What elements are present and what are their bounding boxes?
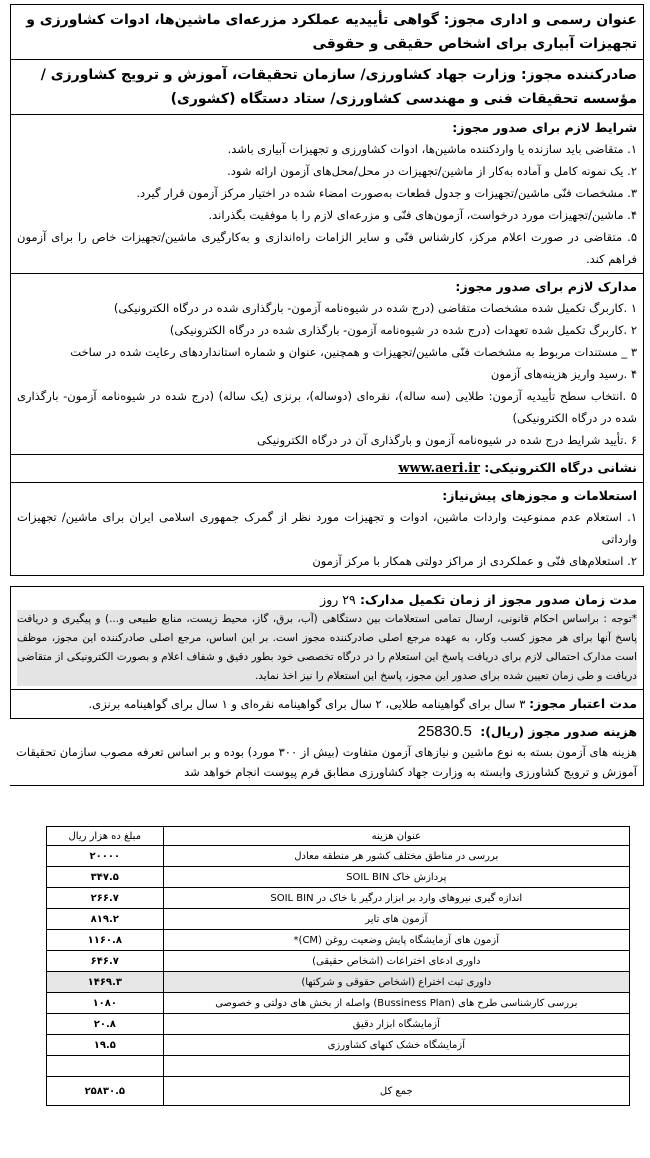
- title-section: [10, 4, 644, 59]
- cost-row: [47, 867, 630, 888]
- cost-header-name: عنوان هزینه: [163, 827, 629, 846]
- cost-row-amount: ۱۰۸۰: [47, 993, 164, 1014]
- validity-section: [10, 689, 644, 718]
- condition-item: ۳. مشخصات فنّی ماشین/تجهیزات و جدول قطعات به‌صورت امضاء شده در اختیار مرکز آزمون قرار گیرد.: [136, 186, 637, 200]
- cost-row-amount: ۲۰۰۰۰: [47, 846, 164, 867]
- cost-row-amount: ۳۴۷.۵: [47, 867, 164, 888]
- document-item: ۴ .رسید واریز هزینه‌های آزمون: [490, 367, 637, 381]
- condition-item: ۵. متقاضی در صورت اعلام مرکز، کارشناس فنّی و سایر الزامات راه‌اندازی و به‌کارگیری ماشین/تجهیزات خاص را برای آزمون فراهم کند.: [17, 230, 637, 266]
- cost-row-amount: ۲۶۶.۷: [47, 888, 164, 909]
- document-item: ۶ .تأیید شرایط درج شده در شیوه‌نامه آزمون و بارگذاری آن در درگاه الکترونیکی: [256, 433, 637, 447]
- cost-row-name: داوری ثبت اختراع (اشخاص حقوقی و شرکتها): [163, 972, 629, 993]
- inquiries-heading: استعلامات و مجوزهای پیش‌نیاز:: [442, 488, 637, 503]
- inquiries-section: [10, 482, 644, 576]
- validity-label: مدت اعتبار مجوز:: [529, 696, 637, 711]
- cost-row-name: اندازه گیری نیروهای وارد بر ابزار درگیر با خاک در SOIL BIN: [163, 888, 629, 909]
- portal-link[interactable]: www.aeri.ir: [398, 461, 480, 476]
- cost-table-header: [47, 827, 630, 846]
- duration-label: مدت زمان صدور مجوز از زمان تکمیل مدارک:: [360, 592, 637, 607]
- cost-row-amount: ۸۱۹.۲: [47, 909, 164, 930]
- fee-text: هزینه های آزمون بسته به نوع ماشین و نیازهای آزمون متفاوت (بیش از ۳۰۰ مورد) بوده و بر اساس تعرفه مصوب سازمان تحقیقات آموزش و ترویج کشاورزی وابسته به وزارت جهاد کشاورزی مطابق فرم پیوست انجام خواهد شد: [16, 745, 637, 779]
- cost-row-name: آزمایشگاه خشک کنهای کشاورزی: [163, 1035, 629, 1056]
- document-item: ۳ _ مستندات مربوط به مشخصات فنّی ماشین/تجهیزات و همچنین، عنوان و شماره استانداردهای رعایت شده در ساخت: [70, 345, 637, 359]
- fee-value: 25830.5: [417, 723, 472, 740]
- cost-row: [47, 888, 630, 909]
- cost-row: [47, 972, 630, 993]
- conditions-heading: شرایط لازم برای صدور مجوز:: [452, 120, 637, 135]
- cost-row: [47, 1014, 630, 1035]
- title-text: گواهی تأییدیه عملکرد مزرعه‌ای ماشین‌ها، ادوات کشاورزی و تجهیزات آبیاری برای اشخاص حقیقی و حقوقی: [26, 12, 637, 52]
- document-item: ۲ .کاربرگ تکمیل شده تعهدات (درج شده در شیوه‌نامه آزمون- بارگذاری شده در درگاه الکترونیکی): [169, 323, 637, 337]
- inquiry-item: ۱. استعلام عدم ممنوعیت واردات ماشین، ادوات و تجهیزات مورد نظر از گمرک جمهوری اسلامی ایران برای ماشین/ تجهیزات وارداتی: [17, 510, 637, 546]
- inquiry-item: ۲. استعلام‌های فنّی و عملکردی از مراکز دولتی همکار با مرکز آزمون: [312, 554, 637, 568]
- document-item: ۱ .کاربرگ تکمیل شده مشخصات متقاضی (درج شده در شیوه‌نامه آزمون- بارگذاری شده در درگاه الکترونیکی): [113, 301, 637, 315]
- portal-section: [10, 454, 644, 482]
- cost-row-empty: [47, 1056, 630, 1077]
- cost-row-name: داوری ادعای اختراعات (اشخاص حقیقی): [163, 951, 629, 972]
- cost-row: [47, 930, 630, 951]
- cost-row-name: آزمون های تایر: [163, 909, 629, 930]
- duration-value: ۲۹ روز: [320, 592, 356, 607]
- cost-row-amount: ۱۱۶۰.۸: [47, 930, 164, 951]
- duration-section: [10, 586, 644, 689]
- cost-row: [47, 846, 630, 867]
- title-label: عنوان رسمی و اداری مجوز:: [443, 12, 637, 28]
- cost-row: [47, 1035, 630, 1056]
- cost-row-amount: ۱۹.۵: [47, 1035, 164, 1056]
- cost-row-name: آزمون های آزمایشگاه پایش وضعیت روغن (CM)*: [163, 930, 629, 951]
- document-item: ۵ .انتخاب سطح تأییدیه آزمون: طلایی (سه ساله)، نقره‌ای (دوساله)، برنزی (یک ساله) (درج شده در شیوه‌نامه آزمون- بارگذاری شده در درگاه الکترونیکی): [17, 389, 637, 425]
- cost-row-name: بررسی کارشناسی طرح های (Bussiness Plan) واصله از بخش های دولتی و خصوصی: [163, 993, 629, 1014]
- cost-row: [47, 909, 630, 930]
- cost-row-name: آزمایشگاه ابزار دقیق: [163, 1014, 629, 1035]
- cost-row-name: بررسی در مناطق مختلف کشور هر منطقه معادل: [163, 846, 629, 867]
- cost-table: [46, 826, 630, 1106]
- cost-row-name: [163, 1056, 629, 1077]
- cost-row: [47, 951, 630, 972]
- cost-row-amount: [47, 1056, 164, 1077]
- cost-header-amount: مبلغ ده هزار ریال: [47, 827, 164, 846]
- cost-total-row: [47, 1077, 630, 1106]
- cost-row-name: پردازش خاک SOIL BIN: [163, 867, 629, 888]
- cost-row-amount: ۲۰.۸: [47, 1014, 164, 1035]
- cost-total-amount: ۲۵۸۳۰.۵: [47, 1077, 164, 1106]
- cost-row-amount: ۶۴۶.۷: [47, 951, 164, 972]
- conditions-section: [10, 114, 644, 273]
- issuer-text: وزارت جهاد کشاورزی/ سازمان تحقیقات، آموزش و ترویج کشاورزی / مؤسسه تحقیقات فنی و مهندسی کشاورزی/ ستاد دستگاه (کشوری): [40, 67, 637, 107]
- condition-item: ۲. یک نمونه کامل و آماده به‌کار از ماشین/تجهیزات در محل/محل‌های آزمون ارائه شود.: [227, 164, 637, 178]
- fee-label: هزینه صدور مجوز (ریال):: [480, 724, 637, 739]
- condition-item: ۱. متقاضی باید سازنده یا واردکننده ماشین‌ها، ادوات کشاورزی و تجهیزات آبیاری باشد.: [227, 142, 637, 156]
- portal-label: نشانی درگاه الکترونیکی:: [484, 460, 637, 475]
- validity-text: ۳ سال برای گواهینامه طلایی، ۲ سال برای گواهینامه نقره‌ای و ۱ سال برای گواهینامه برنزی.: [88, 697, 526, 711]
- condition-item: ۴. ماشین/تجهیزات مورد درخواست، آزمون‌های فنّی و مزرعه‌ای لازم را با موفقیت بگذراند.: [208, 208, 637, 222]
- license-document: [10, 4, 644, 786]
- cost-row-amount: ۱۴۶۹.۳: [47, 972, 164, 993]
- documents-section: [10, 273, 644, 454]
- documents-heading: مدارک لازم برای صدور مجوز:: [455, 279, 637, 294]
- cost-row: [47, 993, 630, 1014]
- fee-section: [10, 718, 644, 786]
- duration-note: *توجه : براساس احکام قانونی، ارسال تمامی استعلامات بین دستگاهی (آب، برق، گاز، محیط زیست، منابع طبیعی و...) و پیگیری و دریافت پاسخ آنها برای هر مجوز کسب وکار، به عهده مرجع اصلی صادرکننده مجوز است. بر این اساس، مرجع اصلی صادرکننده این مجوز، موظف است مدارک احتمالی لازم برای دریافت پاسخ این استعلام را در درگاه تخصصی خود بطور دقیق و شفاف اعلام و بصورت الکترونیکی از متقاضی دریافت و طی زمان تعیین شده برای صدور این مجوز، پاسخ این استعلام را نیز اخذ نماید.: [17, 610, 637, 686]
- issuer-section: [10, 59, 644, 114]
- cost-total-label: جمع کل: [163, 1077, 629, 1106]
- issuer-label: صادرکننده مجوز:: [520, 67, 637, 83]
